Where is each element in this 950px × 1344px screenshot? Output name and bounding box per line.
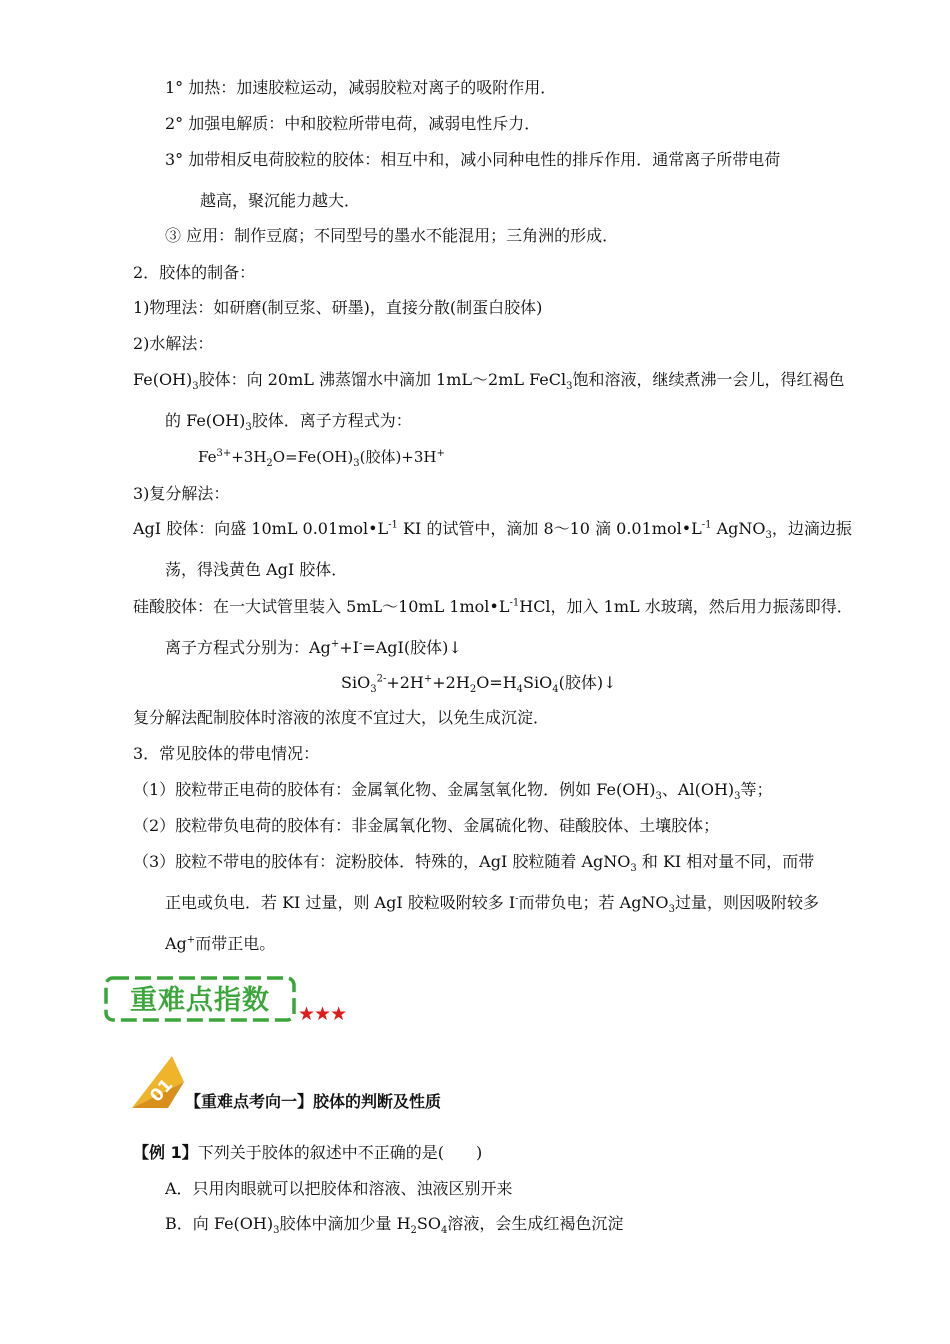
superscript: 2- [376,673,387,685]
subscript: 3 [370,684,377,696]
text-span: O=H [476,673,517,692]
difficulty-badge [103,974,299,1024]
text-span: SiO [523,673,553,692]
text-span: AgNO [711,519,766,538]
subscript: 3 [566,381,573,393]
charge-negative: （2）胶粒带负电荷的胶体有：非金属氧化物、金属硫化物、硅酸胶体、土壤胶体； [133,816,720,835]
subscript: 3 [353,458,360,469]
ion-equation-line [165,637,462,659]
concentration-note: 复分解法配制胶体时溶液的浓度不宜过大，以免生成沉淀． [133,708,550,727]
text-span: O=Fe(OH) [272,448,354,466]
text-span: ，边滴边振 [771,519,852,538]
superscript: + [330,638,340,650]
charge-positive [133,779,773,801]
subscript: 3 [668,904,675,916]
text-span: SiO [341,673,371,692]
text-span: +I [339,638,359,657]
text-span: 等； [740,780,773,799]
superscript: -1 [509,597,520,609]
text-span: B．向 Fe(OH) [165,1214,274,1233]
subscript: 2 [266,458,273,469]
fe-equation [198,446,445,468]
text-span: 过量，则因吸附较多 [674,893,819,912]
subscript: 4 [552,684,559,696]
text-span: (胶体)↓ [558,673,617,692]
prep-heading: 2．胶体的制备： [133,263,256,282]
text-span: AgI 胶体：向盛 10mL 0.01mol•L [133,519,389,538]
text-span: 硅酸胶体：在一大试管里装入 5mL～10mL 1mol•L [133,597,510,616]
text-span: 饱和溶液，继续煮沸一会儿，得红褐色 [572,370,845,389]
silicic-equation [341,672,617,694]
text-span: （1）胶粒带正电荷的胶体有：金属氧化物、金属氢氧化物．例如 Fe(OH) [133,780,656,799]
charge-neutral-end [165,933,275,955]
subscript: 2 [410,1225,417,1237]
text-span: 正电或负电．若 KI 过量，则 AgI 胶粒吸附较多 I [165,893,516,912]
charges-heading: 3．常见胶体的带电情况： [133,744,320,763]
difficulty-stars: ★★★ [298,1003,347,1025]
superscript: - [515,893,519,905]
charge-neutral [133,851,814,873]
double-decomp-heading: 3)复分解法： [133,484,230,503]
method-3-cont: 越高，聚沉能力越大． [200,191,361,210]
text-span: +2H [386,673,424,692]
text-span: +2H [432,673,470,692]
text-span: SO [416,1214,441,1233]
hydrolysis-heading: 2)水解法： [133,334,214,353]
text-span: +3H [231,448,267,466]
icon-number: 01 [146,1075,178,1107]
direction-title: 【重难点考向一】胶体的判断及性质 [185,1092,442,1111]
text-span: 、Al(OH) [661,780,735,799]
text-span: Fe(OH) [133,370,193,389]
text-span: Ag [165,934,187,953]
agi-line-2: 荡，得浅黄色 AgI 胶体． [165,560,348,579]
subscript: 3 [245,422,252,434]
physical-method: 1)物理法：如研磨(制豆浆、研墨)，直接分散(制蛋白胶体) [133,298,543,317]
subscript: 4 [516,684,524,696]
text-span: 和 KI 相对量不同，而带 [636,852,815,871]
superscript: + [186,934,196,946]
text-span: 胶体：向 20mL 沸蒸馏水中滴加 1mL～2mL FeCl [198,370,567,389]
fe-hydroxide-line [133,369,845,391]
subscript: 4 [440,1225,448,1237]
text-span: Fe [198,448,217,466]
superscript: + [423,673,433,685]
text-span: 离子方程式分别为：Ag [165,638,331,657]
superscript: -1 [701,519,712,531]
text-span: HCl，加入 1mL 水玻璃，然后用力振荡即得． [519,597,853,616]
method-1: 1° 加热：加速胶粒运动，减弱胶粒对离子的吸附作用． [165,78,557,97]
text-span: 溶液，会生成红褐色沉淀 [447,1214,624,1233]
subscript: 3 [630,863,637,875]
subscript: 3 [765,530,772,542]
text-span: 胶体．离子方程式为： [251,411,412,430]
method-2: 2° 加强电解质：中和胶粒所带电荷，减弱电性斥力． [165,114,541,133]
question-text: 下列关于胶体的叙述中不正确的是( ) [197,1143,483,1162]
text-span: (胶体)+3H [359,448,437,466]
charge-neutral-cont [165,892,819,914]
fe-hydroxide-line-2 [165,410,412,432]
subscript: 2 [469,684,477,696]
text-span: （3）胶粒不带电的胶体有：淀粉胶体．特殊的，AgI 胶粒随着 AgNO [133,852,631,871]
agi-line [133,518,852,540]
text-span: KI 的试管中，滴加 8～10 滴 0.01mol•L [397,519,702,538]
superscript: - [358,638,363,650]
superscript: + [436,448,445,459]
subscript: 3 [655,791,662,803]
superscript: -1 [388,519,398,531]
application-line: ③ 应用：制作豆腐；不同型号的墨水不能混用；三角洲的形成． [165,226,619,245]
subscript: 3 [734,791,741,803]
superscript: 3+ [216,448,232,459]
text-span: 而带正电。 [195,934,276,953]
example-label: 【例 1】 [133,1143,198,1162]
subscript: 3 [273,1225,280,1237]
option-a: A．只用肉眼就可以把胶体和溶液、浊液区别开来 [165,1179,513,1198]
subscript: 3 [192,381,199,393]
badge-text: 重难点指数 [130,985,270,1016]
silicic-line [133,596,853,618]
example-question [133,1142,482,1164]
text-span: 胶体中滴加少量 H [279,1214,411,1233]
text-span: =AgI(胶体)↓ [362,638,462,657]
option-b [165,1213,623,1235]
text-span: 的 Fe(OH) [165,411,246,430]
method-3: 3° 加带相反电荷胶粒的胶体：相互中和，减小同种电性的排斥作用．通常离子所带电荷 [165,150,781,169]
text-span: 而带负电；若 AgNO [518,893,669,912]
